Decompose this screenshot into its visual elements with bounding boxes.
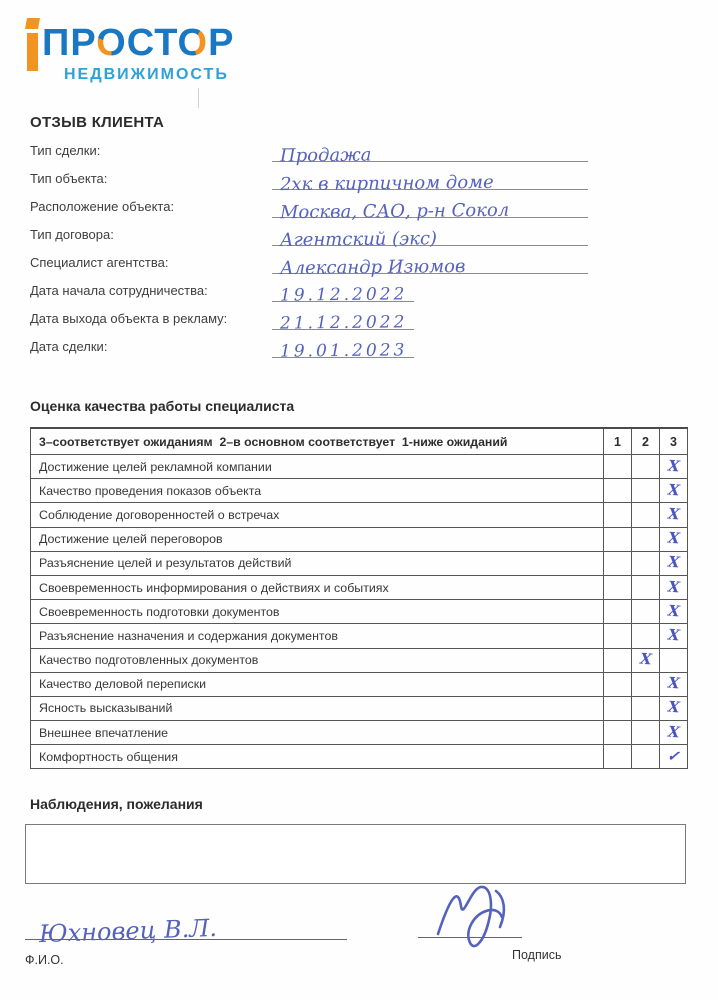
- signature-underline: [418, 884, 522, 938]
- rating-cell-score-1: [604, 624, 632, 648]
- handwritten-mark: X: [666, 480, 681, 500]
- logo-letter: Т: [154, 22, 178, 64]
- rating-cell-score-1: [604, 721, 632, 745]
- form-field-row: [30, 274, 690, 306]
- rating-criterion-label: Соблюдение договоренностей о встречах: [31, 503, 604, 527]
- rating-cell-score-3: [660, 696, 688, 720]
- rating-section: [30, 398, 688, 769]
- rating-cell-score-1: [604, 551, 632, 575]
- field-handwritten-value: 19.01.2023: [279, 340, 408, 362]
- rating-row: [31, 745, 688, 769]
- fio-signature-block: [25, 893, 347, 967]
- fio-handwritten-name: Юхновец В.Л.: [38, 913, 218, 949]
- agency-logo: [26, 16, 266, 94]
- field-handwritten-value: Агентский (экс): [279, 228, 438, 251]
- rating-cell-score-3: [660, 479, 688, 503]
- rating-row: [31, 721, 688, 745]
- rating-section-title: Оценка качества работы специалиста: [30, 398, 295, 414]
- rating-cell-score-3: [660, 721, 688, 745]
- rating-column-header-1: 1: [604, 428, 632, 455]
- rating-cell-score-1: [604, 527, 632, 551]
- rating-cell-score-3: [660, 455, 688, 479]
- logo-letter: Р: [208, 22, 235, 64]
- handwritten-mark: X: [666, 697, 681, 717]
- rating-row: [31, 479, 688, 503]
- handwritten-signature-icon: [434, 882, 530, 958]
- rating-criterion-label: Достижение целей рекламной компании: [31, 455, 604, 479]
- form-field-row: [30, 190, 690, 224]
- rating-row: [31, 575, 688, 599]
- rating-cell-score-2: [632, 479, 660, 503]
- form-field-row: [30, 134, 690, 167]
- rating-cell-score-2: [632, 551, 660, 575]
- rating-criterion-label: Достижение целей переговоров: [31, 527, 604, 551]
- field-label: Тип договора:: [30, 227, 114, 242]
- rating-cell-score-3: [660, 672, 688, 696]
- rating-cell-score-3: [660, 503, 688, 527]
- field-handwritten-value: Александр Изюмов: [279, 256, 466, 279]
- rating-criterion-label: Своевременность информирования о действиях и событиях: [31, 575, 604, 599]
- handwritten-mark: X: [666, 456, 681, 476]
- field-underline: [272, 301, 414, 334]
- logo-door-icon: [26, 18, 42, 70]
- logo-letter: Р: [70, 22, 97, 64]
- rating-cell-score-1: [604, 479, 632, 503]
- handwritten-mark: X: [666, 673, 681, 693]
- rating-cell-score-1: [604, 600, 632, 624]
- rating-cell-score-1: [604, 575, 632, 599]
- fio-underline: [25, 893, 347, 949]
- field-underline: [272, 133, 588, 167]
- handwritten-mark: X: [638, 649, 653, 669]
- handwritten-mark: X: [666, 722, 681, 742]
- rating-cell-score-1: [604, 503, 632, 527]
- rating-cell-score-3: [660, 624, 688, 648]
- rating-row: [31, 672, 688, 696]
- field-label: Тип объекта:: [30, 171, 108, 186]
- rating-cell-score-2: [632, 696, 660, 720]
- handwritten-mark: X: [666, 625, 681, 645]
- field-underline: [272, 245, 588, 279]
- rating-column-header-2: 2: [632, 428, 660, 455]
- rating-cell-score-3: [660, 745, 688, 769]
- field-label: Расположение объекта:: [30, 199, 175, 214]
- field-handwritten-value: 21.12.2022: [279, 312, 408, 334]
- form-field-row: [30, 162, 690, 196]
- rating-cell-score-1: [604, 672, 632, 696]
- field-label: Специалист агентства:: [30, 255, 169, 270]
- form-field-row: [30, 218, 690, 251]
- field-underline: [272, 273, 414, 306]
- rating-row: [31, 455, 688, 479]
- rating-row: [31, 551, 688, 575]
- rating-cell-score-3: [660, 575, 688, 599]
- rating-cell-score-1: [604, 648, 632, 672]
- rating-cell-score-1: [604, 455, 632, 479]
- rating-cell-score-3: [660, 527, 688, 551]
- rating-row: [31, 503, 688, 527]
- rating-criterion-label: Комфортность общения: [31, 745, 604, 769]
- handwritten-mark: X: [666, 601, 681, 621]
- rating-criterion-label: Качество подготовленных документов: [31, 648, 604, 672]
- rating-criterion-label: Своевременность подготовки документов: [31, 600, 604, 624]
- field-handwritten-value: 19.12.2022: [279, 284, 408, 306]
- handwritten-mark: X: [666, 577, 681, 597]
- form-field-row: [30, 246, 690, 279]
- logo-letter: С: [126, 22, 155, 64]
- rating-criterion-label: Ясность высказываний: [31, 696, 604, 720]
- rating-table: [30, 427, 688, 769]
- rating-cell-score-2: [632, 624, 660, 648]
- signature-block: [418, 884, 588, 962]
- rating-row: [31, 600, 688, 624]
- rating-cell-score-3: [660, 648, 688, 672]
- rating-row: [31, 527, 688, 551]
- form-field-row: [30, 302, 690, 334]
- logo-letter: П: [42, 22, 71, 64]
- field-handwritten-value: Продажа: [279, 144, 372, 167]
- field-label: Тип сделки:: [30, 143, 101, 158]
- rating-criterion-label: Качество деловой переписки: [31, 672, 604, 696]
- logo-letter: О: [177, 22, 209, 64]
- handwritten-mark: X: [666, 504, 681, 524]
- rating-row: [31, 624, 688, 648]
- field-label: Дата выхода объекта в рекламу:: [30, 311, 228, 326]
- field-underline: [272, 189, 588, 224]
- form-fields: [30, 134, 690, 362]
- handwritten-mark: X: [666, 528, 681, 548]
- rating-cell-score-2: [632, 648, 660, 672]
- rating-cell-score-2: [632, 503, 660, 527]
- field-label: Дата сделки:: [30, 339, 108, 354]
- rating-cell-score-3: [660, 600, 688, 624]
- rating-cell-score-2: [632, 721, 660, 745]
- fio-label: Ф.И.О.: [25, 953, 64, 967]
- rating-cell-score-1: [604, 745, 632, 769]
- form-field-row: [30, 330, 690, 362]
- field-handwritten-value: 2хк в кирпичном доме: [279, 171, 494, 196]
- rating-scale-note: 3–соответствует ожиданиям 2–в основном соответствует 1-ниже ожиданий: [31, 428, 604, 455]
- rating-cell-score-2: [632, 575, 660, 599]
- scan-artifact-line: [198, 88, 199, 108]
- field-handwritten-value: Москва, САО, р-н Сокол: [279, 199, 510, 224]
- handwritten-mark: ✓: [666, 746, 681, 766]
- logo-letter: О: [96, 22, 127, 64]
- rating-column-header-3: 3: [660, 428, 688, 455]
- notes-box: [25, 824, 686, 884]
- signature-label: Подпись: [512, 948, 562, 962]
- rating-criterion-label: Внешнее впечатление: [31, 721, 604, 745]
- rating-table-body: [31, 455, 688, 769]
- rating-row: [31, 648, 688, 672]
- notes-section: [30, 796, 690, 884]
- field-underline: [272, 217, 588, 251]
- notes-section-title: Наблюдения, пожелания: [30, 796, 203, 812]
- logo-brand-name: [42, 20, 234, 66]
- rating-criterion-label: Разъяснение назначения и содержания документов: [31, 624, 604, 648]
- logo-subtitle: НЕДВИЖИМОСТЬ: [64, 66, 229, 83]
- rating-cell-score-2: [632, 455, 660, 479]
- field-underline: [272, 329, 414, 362]
- rating-cell-score-2: [632, 527, 660, 551]
- field-underline: [272, 161, 588, 196]
- rating-cell-score-2: [632, 672, 660, 696]
- rating-table-header-row: [31, 428, 688, 455]
- rating-cell-score-1: [604, 696, 632, 720]
- rating-cell-score-3: [660, 551, 688, 575]
- rating-row: [31, 696, 688, 720]
- handwritten-mark: X: [666, 552, 681, 572]
- rating-cell-score-2: [632, 600, 660, 624]
- rating-cell-score-2: [632, 745, 660, 769]
- rating-criterion-label: Разъяснение целей и результатов действий: [31, 551, 604, 575]
- field-label: Дата начала сотрудничества:: [30, 283, 208, 298]
- rating-criterion-label: Качество проведения показов объекта: [31, 479, 604, 503]
- page-title: ОТЗЫВ КЛИЕНТА: [30, 114, 165, 131]
